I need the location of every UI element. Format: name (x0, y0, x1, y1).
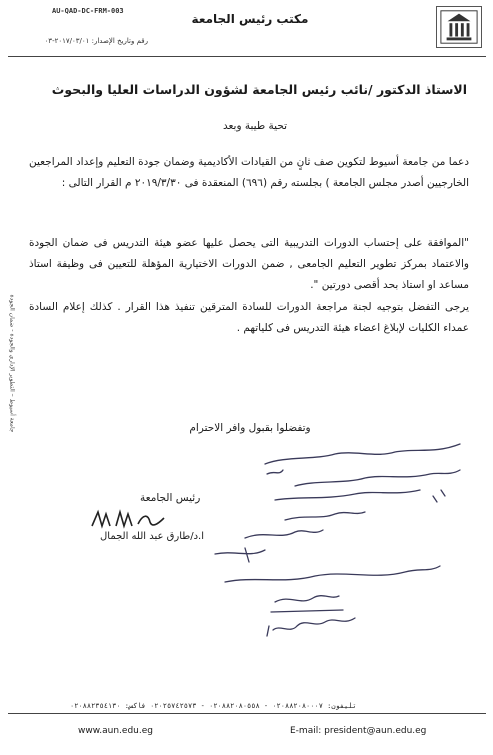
president-title: رئيس الجامعة (140, 492, 201, 504)
president-signature (88, 506, 168, 534)
issue-number-date: رقم وتاريخ الإصدار: ٢٠١٧/٠٣/٠١-٠٣ (44, 37, 148, 45)
office-title: مكتب رئيس الجامعة (191, 12, 309, 26)
side-margin-note: جامعة أسيوط – التطوير الإداري والجودة - ضمان الجودة (8, 294, 16, 433)
header-divider (8, 56, 486, 57)
footer-phone-fax: تليفون: ٠٢٠٨٨٢٠٨٠٠٠٧ - ٠٢٠٨٨٢٠٨٠٥٥٨ - ٠٢٠٢٥٧٤٢٥٧٣ فاكس: ٠٢٠٨٨٢٣٥٤١٣٠ (70, 702, 357, 710)
president-name: ا.د/طارق عبد الله الجمال (100, 531, 205, 542)
form-code: AU-QAD-DC-FRM-003 (52, 7, 124, 15)
footer-divider (8, 713, 486, 714)
university-logo (436, 6, 482, 48)
handwritten-annotation (205, 430, 485, 650)
letter-paragraph-2-decision: "الموافقة على إحتساب الدورات التدريبية التى يحصل عليها عضو هيئة التدريس فى ضمان الجودة والاعتماد بمركز تطوير التعليم الجامعى , ضمن الدورات الاختيارية المؤهلة للتعيين فى وظيفة استاذ مساعد او استاذ بحد أقصى دورتين ". (29, 237, 469, 291)
letter-addressee: الاستاذ الدكتور /نائب رئيس الجامعة لشؤون الدراسات العليا والبحوث (51, 82, 467, 97)
footer-email-link[interactable]: E-mail: president@aun.edu.eg (290, 726, 427, 736)
letter-greeting: تحية طيبة وبعد (222, 120, 288, 132)
letter-closing: وتفضلوا بقبول وافر الاحترام (189, 422, 311, 434)
footer-website-link[interactable]: www.aun.edu.eg (78, 726, 153, 736)
letter-paragraph-3: يرجى التفضل بتوجيه لجنة مراجعة الدورات للسادة المترقين تنفيذ هذا القرار . كذلك إعلام السادة عمداء الكليات لإبلاغ اعضاء هيئة التدريس فى كلياتهم . (29, 301, 469, 334)
letter-paragraph-1: دعما من جامعة أسيوط لتكوين صف ثانٍ من القيادات الأكاديمية وضمان جودة التعليم وإعداد المراجعين الخارجيين أصدر مجلس الجامعة ) بجلسته رقم (٦٩٦) المنعقدة فى ٢٠١٩/٣/٣٠ م القرار التالى : (29, 156, 469, 189)
